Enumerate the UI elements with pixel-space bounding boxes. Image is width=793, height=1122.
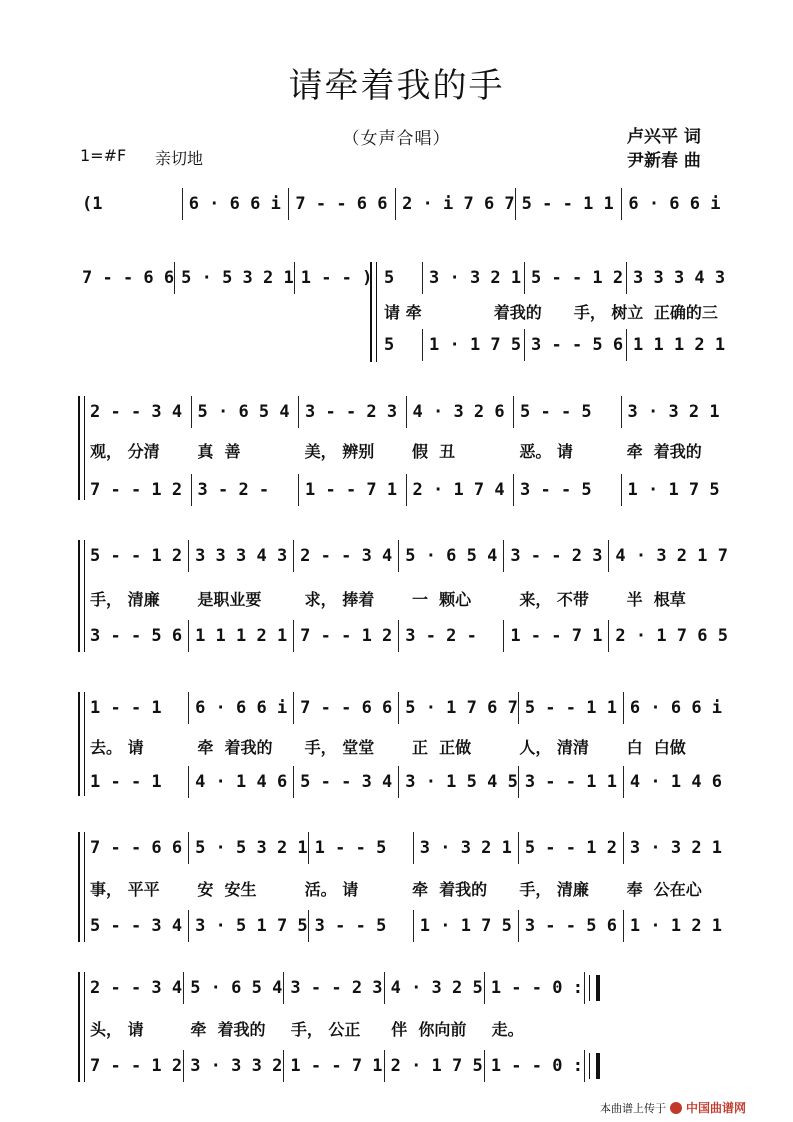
measure: 5 - - 5 — [514, 396, 622, 428]
lyricist-credit: 卢兴平 词 — [627, 127, 701, 147]
measure: 7 - - 6 6 — [84, 832, 189, 864]
measure: 7 - - 6 6 — [76, 262, 175, 294]
measure: 5 - - 3 4 — [84, 910, 189, 942]
footer-site-name[interactable]: 中国曲谱网 — [686, 1101, 747, 1115]
system-brace — [78, 540, 80, 652]
measure: 4 · 3 2 6 — [407, 396, 515, 428]
lyric: 手， 树立 — [573, 302, 644, 322]
lyric: 正 正做 — [411, 737, 472, 757]
melody-row — [84, 692, 728, 724]
measure: 5 - - 3 4 — [294, 766, 399, 798]
lyric: 去。 请 — [90, 737, 144, 757]
measure: 1 - - 7 1 — [284, 1050, 384, 1082]
measure: 1 · 1 7 5 — [423, 329, 525, 361]
measure: 1 1 1 2 1 — [189, 620, 294, 652]
system-brace — [78, 832, 80, 942]
lyrics-row — [84, 1012, 600, 1044]
measure: 3 - - 5 6 — [525, 329, 627, 361]
lyric: 人， 清清 — [519, 737, 589, 757]
harmony-row — [84, 474, 728, 506]
measure: 7 - - 6 6 — [289, 188, 396, 220]
harmony-row — [84, 766, 728, 798]
measure: 5 - - 1 2 — [84, 540, 189, 572]
final-barline — [589, 1053, 600, 1079]
measure: 5 · 5 3 2 1 — [175, 262, 295, 294]
lyric: 美， 辨别 — [304, 441, 375, 461]
measure: 5 - - 1 1 — [519, 692, 624, 724]
lyric: 牵 着我的 — [411, 879, 488, 899]
measure: 5 — [378, 329, 423, 361]
system-brace — [78, 692, 80, 796]
measure: 7 - - 6 6 — [294, 692, 399, 724]
lyric: 安 安生 — [197, 879, 257, 899]
measure: 3 - - 2 3 — [284, 972, 384, 1004]
footer-credit — [600, 1099, 746, 1116]
measure: 5 · 5 3 2 1 — [189, 832, 309, 864]
measure: 3 - - 5 6 — [519, 910, 624, 942]
melody-row — [378, 262, 728, 294]
measure: 6 · 6 6 i — [183, 188, 290, 220]
lyric: 来， 不带 — [519, 589, 589, 609]
measure: 1 - - 7 1 — [299, 474, 407, 506]
measure: 3 · 3 2 1 — [423, 262, 525, 294]
measure: 3 - - 2 3 — [504, 540, 609, 572]
lyric: 是职业要 — [197, 589, 262, 609]
lyric: 着我的 — [493, 302, 542, 322]
lyric: 伴 你向前 — [391, 1019, 467, 1039]
measure: 3 · 5 1 7 5 — [189, 910, 309, 942]
measure: 7 - - 1 2 — [84, 474, 192, 506]
measure: 3 3 3 4 3 — [189, 540, 294, 572]
measure: 1 - - 7 1 — [504, 620, 609, 652]
lyric: 白 白做 — [626, 737, 686, 757]
measure: 1 - - 1 — [84, 692, 189, 724]
lyrics-row — [378, 295, 728, 327]
measure: 5 - - 1 2 — [519, 832, 624, 864]
measure: 7 - - 1 2 — [294, 620, 399, 652]
measure: 5 · 6 5 4 — [192, 396, 300, 428]
lyric: 手， 堂堂 — [304, 737, 375, 757]
measure: 3 · 3 2 1 — [627, 402, 720, 422]
measure: 7 - - 1 2 — [84, 1050, 184, 1082]
measure: 2 - - 3 4 — [84, 972, 184, 1004]
system-brace — [370, 262, 372, 362]
measure: 1 - - 0 : — [485, 1050, 585, 1082]
lyric: 牵 着我的 — [190, 1019, 266, 1039]
measure: 6 · 6 6 i — [628, 194, 721, 214]
measure: 6 · 6 6 i — [629, 698, 723, 718]
measure: 3 - - 1 1 — [519, 766, 624, 798]
measure: 2 · 1 7 5 — [385, 1050, 485, 1082]
lyric: 头， 请 — [90, 1019, 144, 1039]
lyric: 奉 公在心 — [626, 879, 702, 899]
measure: 1 · 1 2 1 — [629, 916, 723, 936]
lyric: 手， 清廉 — [90, 589, 160, 609]
performance-note: （女声合唱） — [342, 129, 451, 149]
measure: 4 · 1 4 6 — [189, 766, 294, 798]
measure: 5 - - 1 2 — [525, 262, 627, 294]
measure: 3 · 1 5 4 5 — [399, 766, 519, 798]
measure: 1 - - 1 — [84, 766, 189, 798]
lyric: 手， 公正 — [290, 1019, 361, 1039]
measure: 4 · 3 2 1 7 — [615, 546, 728, 566]
footer-text: 本曲谱上传于 — [600, 1101, 666, 1115]
measure: 2 - - 3 4 — [84, 396, 192, 428]
melody-row — [84, 832, 728, 864]
site-logo-icon — [670, 1102, 682, 1114]
measure: 3 3 3 4 3 — [633, 268, 726, 288]
melody-row — [84, 540, 728, 572]
measure: 5 · 1 7 6 7 — [399, 692, 519, 724]
lyrics-row — [84, 872, 728, 904]
lyric: 求， 捧着 — [304, 589, 375, 609]
intro-row — [76, 188, 728, 220]
composer-credit: 尹新春 曲 — [627, 151, 701, 171]
harmony-row — [378, 329, 728, 361]
measure: 5 — [378, 262, 423, 294]
harmony-row — [84, 910, 728, 942]
measure: 3 - - 2 3 — [299, 396, 407, 428]
measure: 3 · 3 3 2 — [184, 1050, 284, 1082]
key-signature: 1=#F — [80, 146, 127, 165]
measure: 3 - 2 - — [192, 474, 300, 506]
lyric: 观， 分清 — [90, 441, 160, 461]
measure: 2 - - 3 4 — [294, 540, 399, 572]
measure: 1 1 1 2 1 — [633, 335, 726, 355]
lyrics-row — [84, 730, 728, 762]
measure: 4 · 3 2 5 — [385, 972, 485, 1004]
lyric: 牵 着我的 — [197, 737, 273, 757]
lyric: 恶。 请 — [519, 441, 573, 461]
harmony-row — [84, 1050, 600, 1082]
measure: 2 · 1 7 6 5 — [615, 626, 728, 646]
lyric: 活。 请 — [304, 879, 359, 899]
song-title: 请牵着我的手 — [288, 66, 505, 106]
tempo-mood: 亲切地 — [155, 149, 204, 168]
lyric: 牵 着我的 — [626, 441, 702, 461]
final-barline — [589, 975, 600, 1001]
lyric: 假 丑 — [411, 441, 456, 461]
measure: 3 - 2 - — [399, 620, 504, 652]
measure: 1 · 1 7 5 — [414, 910, 519, 942]
lyric: 事， 平平 — [90, 879, 160, 899]
lyric: 正确的三 — [653, 302, 718, 322]
measure: 5 · 6 5 4 — [399, 540, 504, 572]
melody-row — [84, 396, 728, 428]
lyric: 半 根草 — [626, 589, 686, 609]
lyric: 一 颗心 — [411, 589, 472, 609]
harmony-row — [84, 620, 728, 652]
measure: 6 · 6 6 i — [189, 692, 294, 724]
measure: 2 · i 7 6 7 — [396, 188, 516, 220]
lyric: 手， 清廉 — [519, 879, 589, 899]
measure: 3 - - 5 — [514, 474, 622, 506]
measure: 1 · 1 7 5 — [627, 480, 720, 500]
measure: 4 · 1 4 6 — [629, 772, 723, 792]
system-brace — [78, 396, 80, 500]
measure: 3 - - 5 — [309, 910, 414, 942]
lyric: 真 善 — [197, 441, 241, 461]
lyric: 走。 — [491, 1019, 524, 1039]
measure: 2 · 1 7 4 — [407, 474, 515, 506]
measure: 1 - - 5 — [309, 832, 414, 864]
melody-row — [84, 972, 600, 1004]
measure: (1 — [76, 188, 183, 220]
system-brace — [78, 972, 80, 1082]
measure: 3 - - 5 6 — [84, 620, 189, 652]
measure: 1 - - ) — [300, 268, 373, 288]
lyrics-row — [84, 582, 728, 614]
measure: 3 · 3 2 1 — [629, 838, 723, 858]
measure: 5 · 6 5 4 — [184, 972, 284, 1004]
measure: 3 · 3 2 1 — [414, 832, 519, 864]
lyric: 请 牵 — [384, 302, 422, 322]
lyrics-row — [84, 434, 728, 466]
measure: 5 - - 1 1 — [516, 188, 623, 220]
intro-row — [76, 262, 373, 294]
measure: 1 - - 0 : — [485, 972, 585, 1004]
